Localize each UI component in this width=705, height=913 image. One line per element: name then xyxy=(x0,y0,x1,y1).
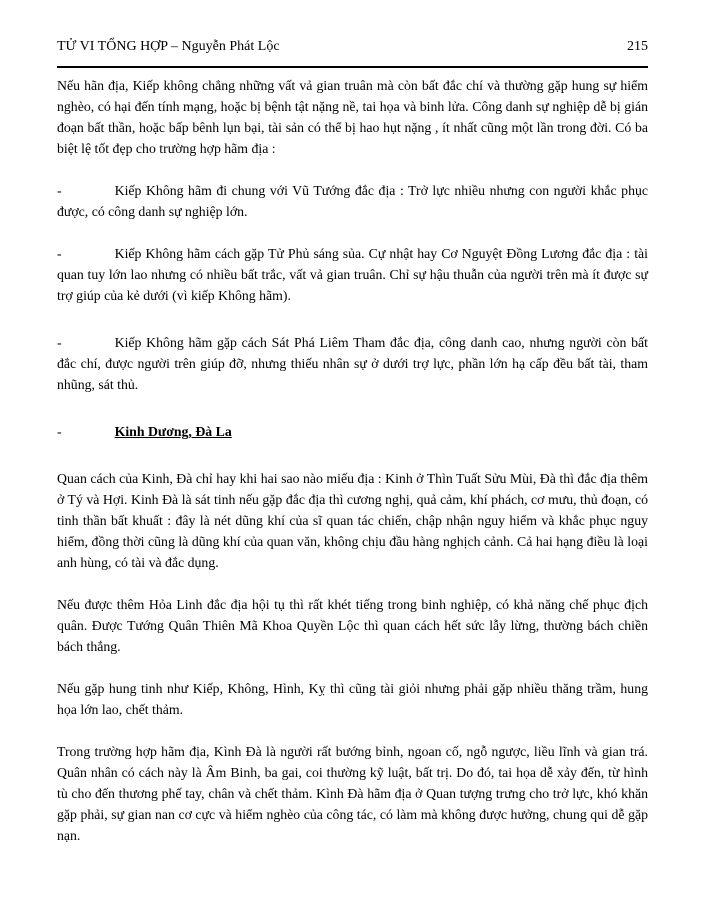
page-header xyxy=(57,38,648,55)
section-heading-text: Kinh Dương, Đà La xyxy=(114,424,232,439)
section-heading-kinh-duong-da-la xyxy=(57,421,648,442)
bullet-text: Kiếp Không hãm gặp cách Sát Phá Liêm Tham đắc địa, công danh cao, nhưng người còn bất đắc chí, được người trên giúp đỡ, nhưng thiếu nhân sự ở dưới trợ lực, phần lớn hạ cấp đều bất tài, tham nhũng, sát thủ. xyxy=(57,335,648,392)
bullet-item-tu-phu xyxy=(57,243,648,306)
bullet-text: Kiếp Không hãm đi chung với Vũ Tướng đắc địa : Trở lực nhiều nhưng con người khắc phục được, có công danh sự nghiệp lớn. xyxy=(57,183,648,219)
bullet-dash: - xyxy=(57,335,62,350)
bullet-text: Kiếp Không hãm cách gặp Tử Phủ sáng sủa. Cự nhật hay Cơ Nguyệt Đồng Lương đắc địa : tài quan tuy lớn lao nhưng có nhiều bất trắc, vất vả gian truân. Chỉ sự hậu thuẫn của người trên mà ít được sự trợ giúp của kẻ dưới (vì kiếp Không hãm). xyxy=(57,246,648,303)
bullet-item-sat-pha-liem-tham xyxy=(57,332,648,395)
paragraph-ham-dia: Trong trường hợp hãm địa, Kình Đà là người rất bướng bỉnh, ngoan cố, ngỗ ngược, liều lĩnh và gian trá. Quân nhân có cách này là Âm Binh, ba gai, coi thường kỹ luật, bất trị. Do đó, tai họa dễ xảy đến, từ hình tù cho đến thương phế tay, chân và chết thảm. Kình Đà hãm địa ở Quan tượng trưng cho trở lực, khó khăn gặp phải, sự gian nan cơ cực và hiểm nghèo của công tác, có làm mà không được hưởng, chung qui dễ gặp nạn. xyxy=(57,744,648,843)
header-rule xyxy=(57,66,648,68)
paragraph-intro: Nếu hãn địa, Kiếp không chẳng những vất vả gian truân mà còn bất đắc chí và thường gặp hung sự hiểm nghèo, có hại đến tính mạng, hoặc bị bệnh tật nặng nề, tai họa và binh lửa. Công danh sự nghiệp dễ bị gián đoạn bất thần, hoặc bấp bênh lụn bại, tài sản có thể bị hao hụt nặng , ít nhất cũng một lần trong đời. Có ba biệt lệ tốt đẹp cho trường hợp hãm địa : xyxy=(57,78,648,156)
paragraph-quan-cach: Quan cách của Kinh, Đà chỉ hay khi hai sao nào miếu địa : Kinh ở Thìn Tuất Sửu Mùi, Đà thì đắc địa thêm ở Tý và Hợi. Kinh Đà là sát tinh nếu gặp đắc địa thì cương nghị, quả cảm, khí phách, cơ mưu, thủ đoạn, có tinh thần bất khuất : đây là nét dũng khí của sĩ quan tác chiến, chập nhận nguy hiểm và khắc phục nguy hiểm, đồng thời cũng là dũng khí của quan văn, không chịu đầu hàng nghịch cảnh. Cả hai hạng điều là loại anh hùng, có tài và đắc dụng. xyxy=(57,471,648,570)
bullet-dash: - xyxy=(57,246,62,261)
bullet-item-vu-tuong xyxy=(57,180,648,222)
page-number: 215 xyxy=(627,39,648,54)
bullet-dash: - xyxy=(57,424,62,439)
running-title: TỬ VI TỔNG HỢP – Nguyễn Phát Lộc xyxy=(57,39,280,54)
paragraph-hung-tinh: Nếu gặp hung tinh như Kiếp, Không, Hình, Kỵ thì cũng tài giỏi nhưng phải gặp nhiều thăng trầm, hung họa lớn lao, chết thảm. xyxy=(57,681,648,717)
bullet-dash: - xyxy=(57,183,62,198)
paragraph-hoa-linh: Nếu được thêm Hỏa Linh đắc địa hội tụ thì rất khét tiếng trong binh nghiệp, có khả năng chế phục địch quân. Được Tướng Quân Thiên Mã Khoa Quyền Lộc thì quan cách hết sức lẫy lừng, thường bách chiền bách thắng. xyxy=(57,597,648,654)
